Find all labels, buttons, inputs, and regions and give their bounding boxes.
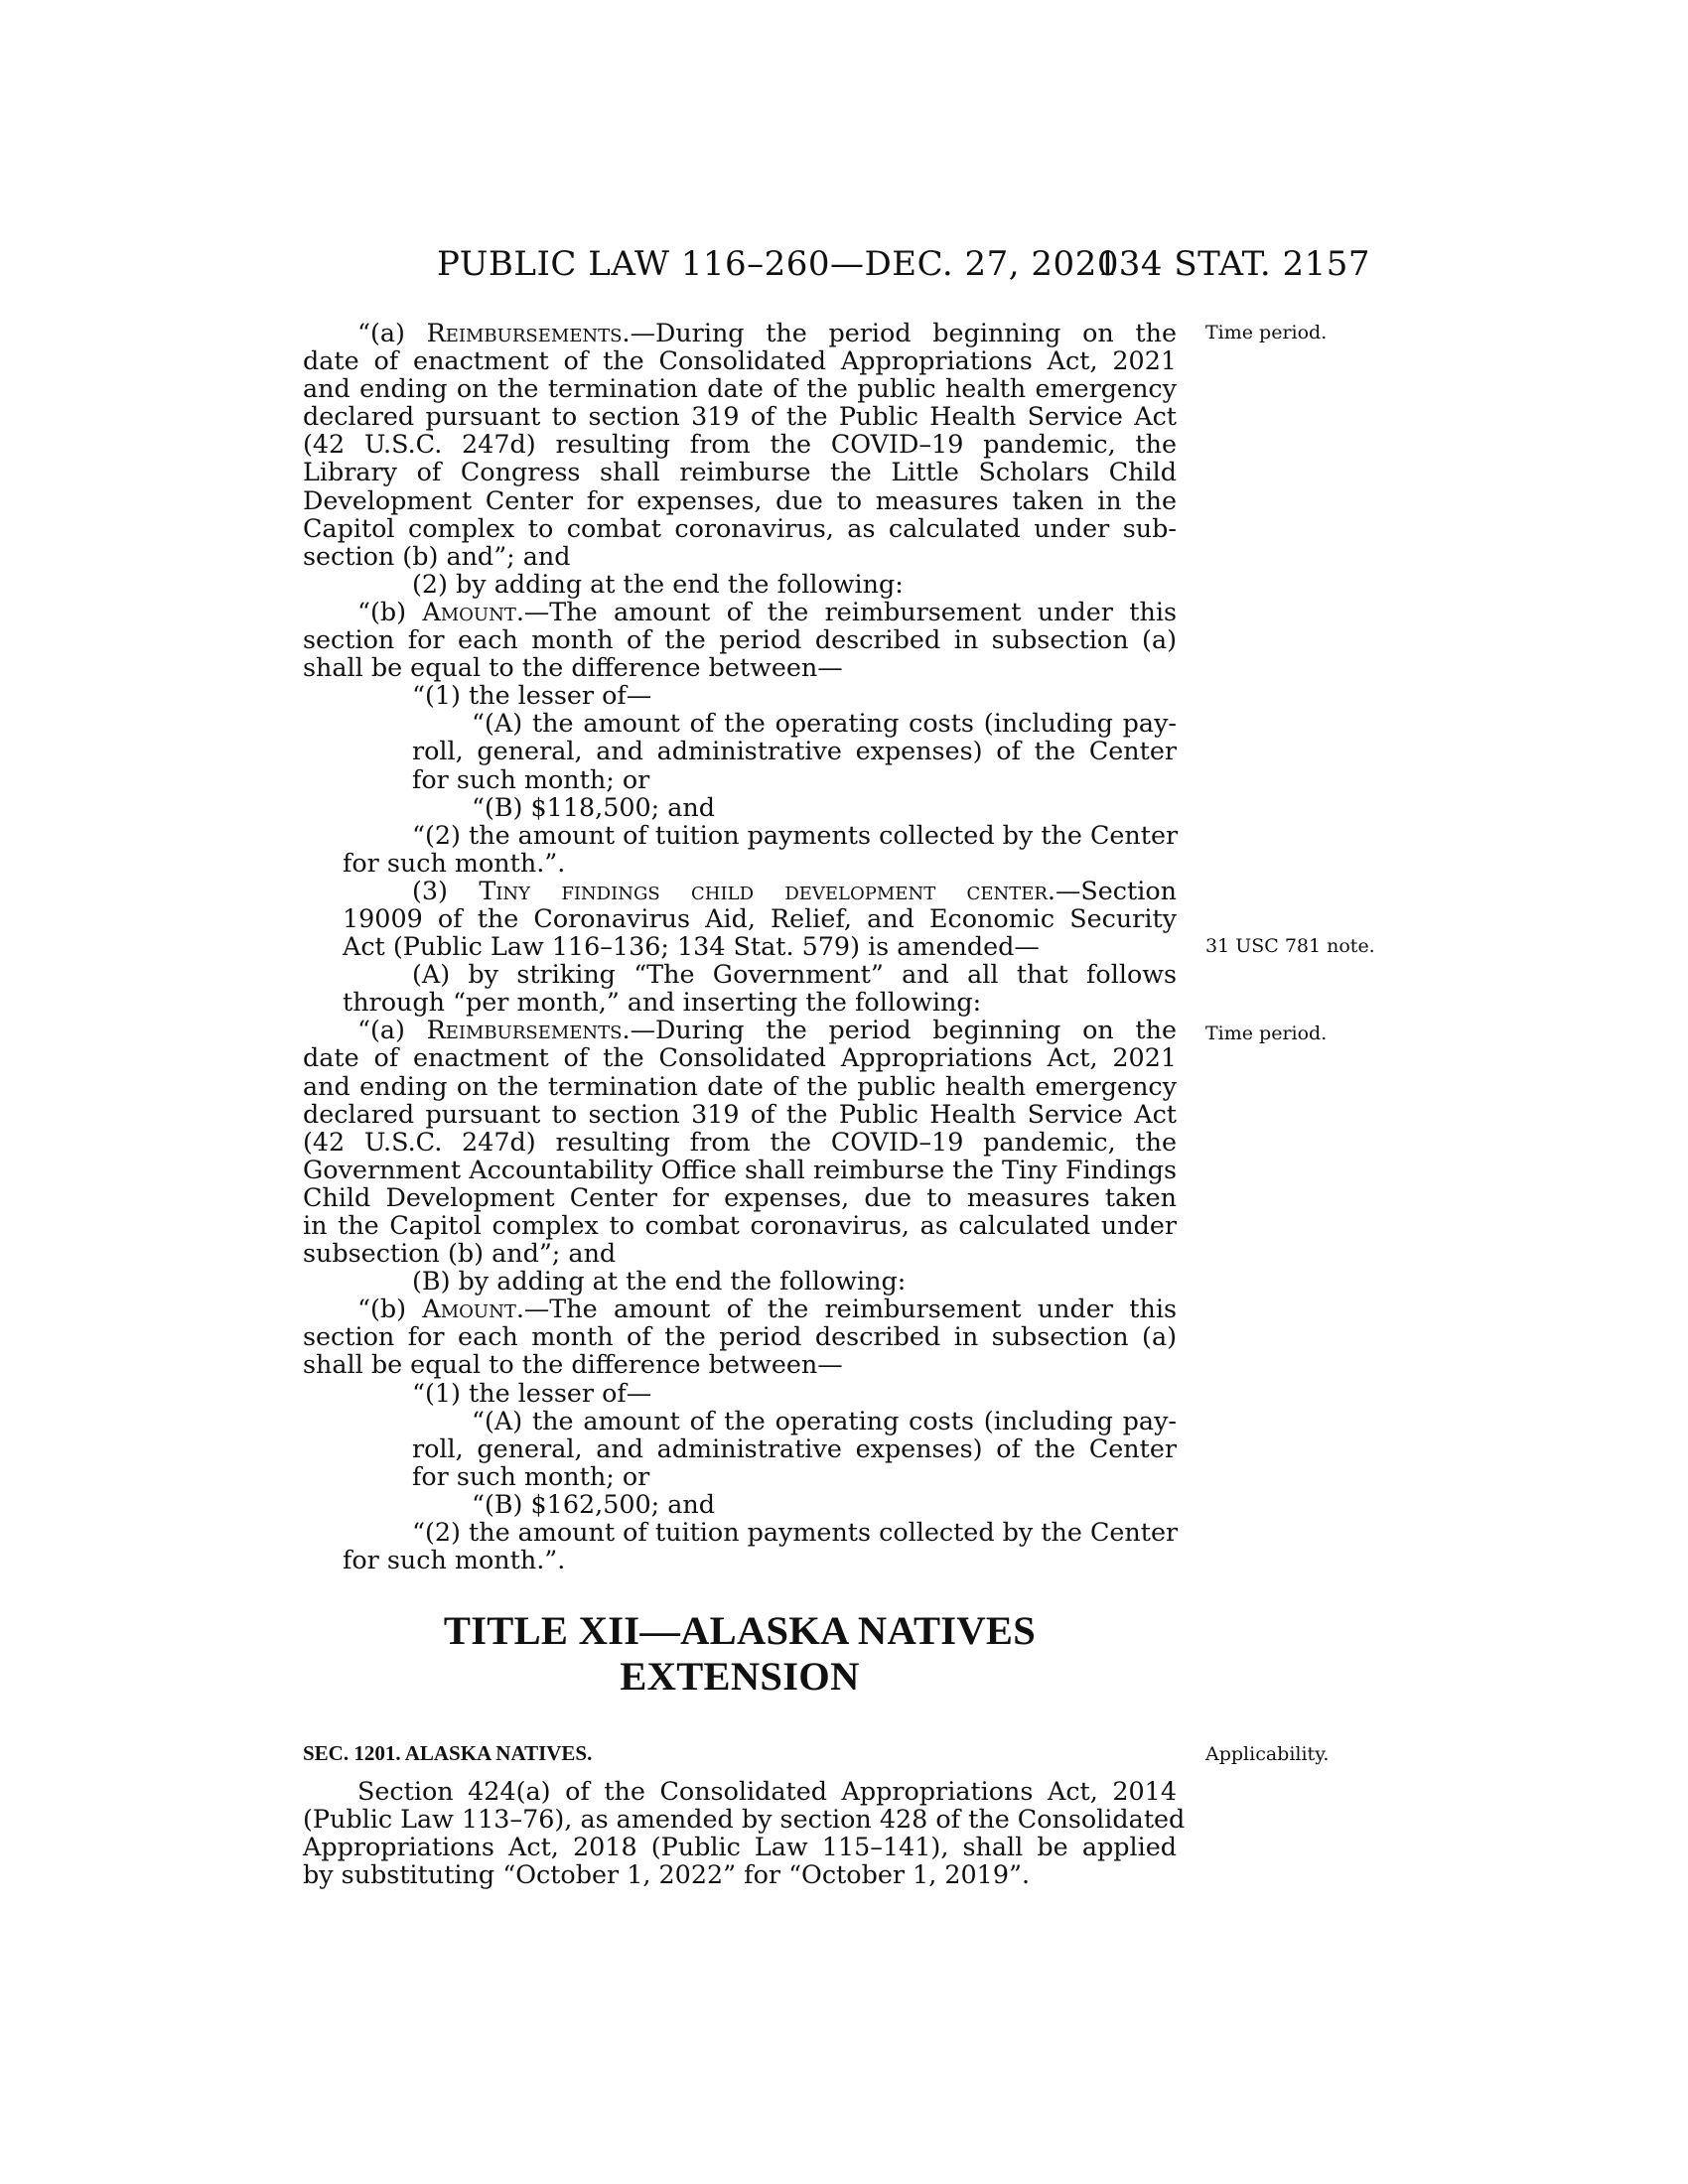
text-line: 19009 of the Coronavirus Aid, Relief, and Economic Security [343,902,1177,933]
title-line: EXTENSION [620,1654,860,1699]
text-line: date of enactment of the Consolidated Appropriations Act, 2021 [303,1042,1177,1073]
margin-note-time-period-2: Time period. [1205,1023,1328,1044]
section-body [303,1776,1186,1890]
margin-note-usc: 31 USC 781 note. [1205,935,1375,957]
text-line: (42 U.S.C. 247d) resulting from the COVID–19 pandemic, the [303,1126,1177,1157]
clause-A-line: roll, general, and administrative expenses) of the Center [412,1433,1177,1463]
section-heading: SEC. 1201. ALASKA NATIVES. [303,1741,593,1765]
text-line: Library of Congress shall reimburse the Little Scholars Child [303,457,1177,487]
text-line: by substituting “October 1, 2022” for “October 1, 2019”. [303,1859,1031,1890]
text-line: Capitol complex to combat coronavirus, as calculated under sub- [303,512,1177,543]
text-line: section for each month of the period described in subsection (a) [303,1321,1177,1352]
title-heading [303,1608,1177,1700]
text-line: and ending on the termination date of the public health emergency [303,373,1177,404]
clause-B-amount: “(B) $118,500; and [472,791,716,822]
text-line: section for each month of the period described in subsection (a) [303,624,1177,655]
paragraph-B-adding: (B) by adding at the end the following: [412,1266,907,1297]
text-line: date of enactment of the Consolidated Appropriations Act, 2021 [303,345,1177,376]
text-line: shall be equal to the difference between— [303,1349,843,1380]
text-line: section (b) and”; and [303,540,571,571]
clause-1-lesser: “(1) the lesser of— [412,680,652,711]
clause-A-line: “(A) the amount of the operating costs (including pay- [472,1405,1177,1435]
text-line: Child Development Center for expenses, due to measures taken [303,1181,1177,1212]
text-line: declared pursuant to section 319 of the Public Health Service Act [303,1098,1177,1129]
clause-1-lesser: “(1) the lesser of— [412,1377,652,1408]
text-line: (A) by striking “The Government” and all that follows [412,959,1177,990]
subsection-b-heading-line: “(b) Amount.—The amount of the reimbursement under this [357,596,1177,626]
margin-note-applicability: Applicability. [1205,1743,1330,1765]
caption-reimbursements: Reimbursements [426,1015,623,1045]
text-line: in the Capitol complex to combat coronavirus, as calculated under [303,1210,1177,1240]
caption-amount: Amount [422,596,516,626]
law-citation: PUBLIC LAW 116–260—DEC. 27, 2020 [437,244,1119,284]
text-line: Appropriations Act, 2018 (Public Law 115–141), shall be applied [303,1832,1177,1862]
text-line: Development Center for expenses, due to measures taken in the [303,484,1177,515]
running-header [437,244,1370,284]
caption-reimbursements: Reimbursements [426,318,623,347]
paragraph-2-adding: (2) by adding at the end the following: [412,568,904,599]
text-line: Section 424(a) of the Consolidated Appropriations Act, 2014 [357,1776,1177,1806]
clause-A-line: roll, general, and administrative expenses) of the Center [412,736,1177,766]
text-line: Act (Public Law 116–136; 134 Stat. 579) is amended— [343,931,1040,962]
text-line: (Public Law 113–76), as amended by section 428 of the Consolidated [303,1804,1186,1835]
subsection-a-heading-line: “(a) Reimbursements.—During the period beginning on the [357,318,1177,347]
clause-A-line: for such month; or [412,763,650,794]
clause-2-line: “(2) the amount of tuition payments collected by the Center [412,819,1179,850]
subsection-b-heading-line: “(b) Amount.—The amount of the reimbursement under this [357,1294,1177,1324]
clause-B-amount: “(B) $162,500; and [472,1488,716,1519]
text-line: shall be equal to the difference between— [303,652,843,683]
clause-2-line: for such month.”. [343,1545,566,1575]
subsection-a-heading-line: “(a) Reimbursements.—During the period beginning on the [357,1015,1177,1045]
caption-amount: Amount [422,1294,516,1324]
text-line: declared pursuant to section 319 of the Public Health Service Act [303,401,1177,432]
stat-page-number: 134 STAT. 2157 [1096,244,1370,284]
clause-A-line: for such month; or [412,1460,650,1491]
paragraph-3-heading-line: (3) Tiny findings child development center.—Section [412,875,1177,905]
clause-2-line: “(2) the amount of tuition payments collected by the Center [412,1517,1179,1548]
text-line: subsection (b) and”; and [303,1238,617,1269]
clause-A-line: “(A) the amount of the operating costs (including pay- [472,708,1177,739]
text-line: and ending on the termination date of the public health emergency [303,1070,1177,1101]
text-line: Government Accountability Office shall reimburse the Tiny Findings [303,1154,1177,1184]
title-line: TITLE XII—ALASKA NATIVES [443,1608,1037,1653]
text-line: through “per month,” and inserting the following: [343,987,982,1018]
caption-tiny-findings: Tiny findings child development center [479,875,1048,905]
text-line: (42 U.S.C. 247d) resulting from the COVID–19 pandemic, the [303,429,1177,460]
statute-body [303,319,1177,1573]
clause-2-line: for such month.”. [343,847,566,878]
margin-note-time-period: Time period. [1205,322,1328,343]
